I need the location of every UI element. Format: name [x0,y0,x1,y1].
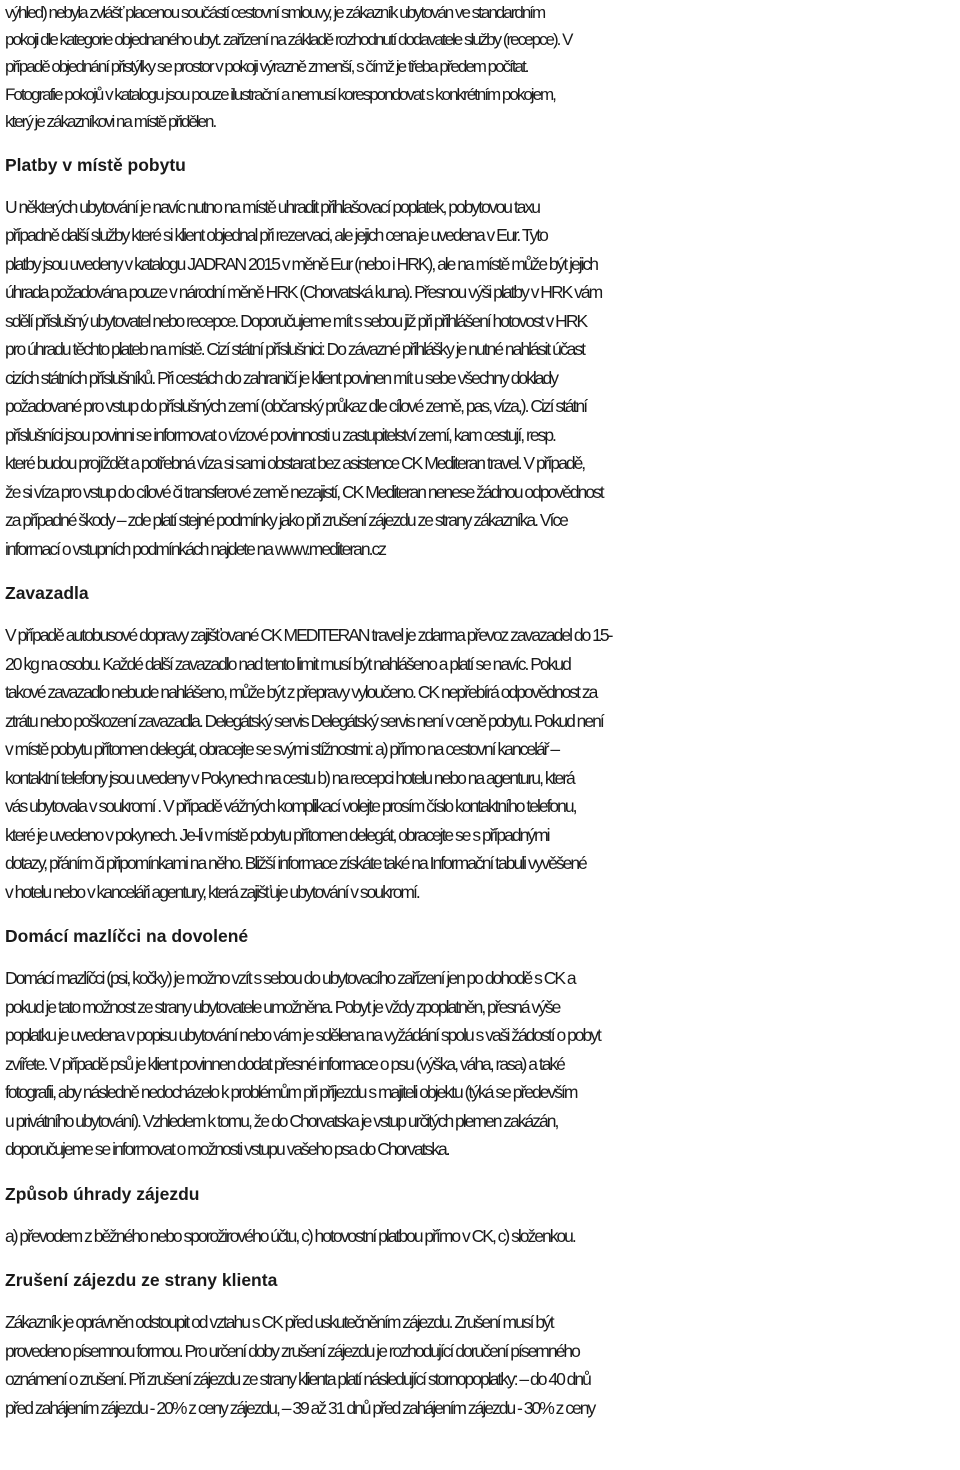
text-line: případně další služby které si klient objednal při rezervaci, ale jejich cena je uvedena v Eur. Tyto [5,225,547,246]
text-line: požadované pro vstup do příslušných zemí (občanský průkaz dle cílové země, pas, víza,). Cizí státní [5,396,587,417]
section-heading-zavazadla: Zavazadla [5,583,89,604]
text-line: které budou projíždět a potřebná víza si sami obstarat bez asistence CK Mediteran travel. V případě, [5,453,585,474]
text-line: pokoji dle kategorie objednaného ubyt. zařízení na základě rozhodnutí dodavatele služby (recepce). V [5,30,572,50]
text-line: příslušníci jsou povinni se informovat o vízové povinnosti u zastupitelství zemí, kam cestují, resp. [5,424,555,445]
text-line: pokud je tato možnost ze strany ubytovatele umožněna. Pobyt je vždy zpoplatněn, přesná výše [5,996,560,1017]
section-body-zruseni [0,1308,960,1422]
section-heading-zpusob-uhrady: Způsob úhrady zájezdu [5,1183,200,1204]
text-line: že si víza pro vstup do cílové či transferové země nezajistí, CK Mediteran nenese žádnou odpovědnost [5,481,603,502]
text-line: zvířete. V případě psů je klient povinnen dodat přesné informace o psu (výška, váha, rasa) a také [5,1053,564,1074]
text-line: informací o vstupních podmínkách najdete na www.mediteran.cz [5,538,385,559]
text-line: výhled) nebyla zvlášť placenou součástí cestovní smlouvy, je zákazník ubytován ve standardním [5,3,545,22]
text-line: v hotelu nebo v kanceláři agentury, která zajišťuje ubytování v soukromí. [5,881,419,902]
text-line: doporučujeme se informovat o možnosti vstupu vašeho psa do Chorvatska. [5,1139,449,1160]
section-heading-mazlicci: Domácí mazlíčci na dovolené [5,926,249,947]
text-line: cizích státních příslušníků. Při cestách do zahraničí je klient povinen mít u sebe všechny doklady [5,367,558,388]
text-line: u privátního ubytování). Vzhledem k tomu, že do Chorvatska je vstup určitých plemen zakázán, [5,1110,558,1131]
text-line: kontaktní telefony jsou uvedeny v Pokynech na cestu b) na recepci hotelu nebo na agenturu, která [5,767,574,788]
section-body-platby [0,193,960,564]
text-line: Zákazník je oprávněn odstoupit od vztahu s CK před uskutečněním zájezdu. Zrušení musí být [5,1312,553,1333]
section-body-zavazadla [0,621,960,906]
text-line: fotografii, aby následně nedocházelo k problémům při příjezdu s majiteli objektu (týká se především [5,1082,577,1103]
text-line: 20 kg na osobu. Každé další zavazadlo nad tento limit musí být nahlášeno a platí se navíc. Pokud [5,653,570,674]
text-line: vás ubytovala v soukromí . V případě vážných komplikací volejte prosím číslo kontaktního telefonu, [5,796,576,817]
text-line: V případě autobusové dopravy zajišťované CK MEDITERAN travel je zdarma převoz zavazadel do 15- [5,625,612,646]
text-line: úhrada požadována pouze v národní měně HRK (Chorvatská kuna). Přesnou výši platby v HRK vám [5,282,602,303]
text-line: platby jsou uvedeny v katalogu JADRAN 2015 v měně Eur (nebo i HRK), ale na místě může být jejich [5,253,597,274]
section-heading-platby: Platby v místě pobytu [5,154,186,175]
text-line: který je zákazníkovi na místě přidělen. [5,111,216,131]
text-line: které je uvedeno v pokynech. Je-li v místě pobytu přítomen delegát, obracejte se s případnými [5,824,549,845]
section-body-mazlicci [0,964,960,1164]
text-line: pro úhradu těchto plateb na místě. Cizí státní příslušnici: Do závazné přihlášky je nutné nahlásit účast [5,339,584,360]
text-line: sdělí příslušný ubytovatel nebo recepce. Doporučujeme mít s sebou již při přihlášení hotovost v HRK [5,310,587,331]
text-line: Fotografie pokojů v katalogu jsou pouze ilustrační a nemusí korespondovat s konkrétním pokojem, [5,84,555,104]
intro-paragraph [0,0,960,135]
text-line: provedeno písemnou formou. Pro určení doby zrušení zájezdu je rozhodující doručení písemného [5,1340,579,1361]
text-line: dotazy, přáním či připomínkami na něho. Bližší informace získáte také na Informační tabuli vyvěšené [5,853,586,874]
text-line: poplatku je uvedena v popisu ubytování nebo vám je sdělena na vyžádání spolu s vaši žádostí o pobyt [5,1025,600,1046]
text-line: před zahájením zájezdu - 20% z ceny zájezdu, – 39 až 31 dnů před zahájením zájezdu - 30% z ceny [5,1397,595,1418]
section-body-zpusob-uhrady [0,1222,960,1251]
text-line: a) převodem z běžného nebo sporožirového účtu, c) hotovostní platbou přímo v CK, c) složenkou. [5,1225,575,1246]
text-line: Domácí mazlíčci (psi, kočky) je možno vzít s sebou do ubytovacího zařízení jen po dohodě s CK a [5,968,575,989]
text-line: případě objednání přistýlky se prostor v pokoji výrazně zmenší, s čímž je třeba předem počítat. [5,57,528,77]
text-line: oznámení o zrušení. Při zrušení zájezdu ze strany klienta platí následující stornopoplatky: – do 40 dnů [5,1369,590,1390]
text-line: U některých ubytování je navíc nutno na místě uhradit přihlašovací poplatek, pobytovou taxu [5,196,539,217]
text-line: takové zavazadlo nebude nahlášeno, může být z přepravy vyloučeno. CK nepřebírá odpovědnost za [5,682,597,703]
text-line: v místě pobytu přítomen delegát, obracejte se svými stížnostmi: a) přímo na cestovní kancelář – [5,739,559,760]
text-line: ztrátu nebo poškození zavazadla. Delegátský servis Delegátský servis není v ceně pobytu. Pokud není [5,710,603,731]
section-heading-zruseni: Zrušení zájezdu ze strany klienta [5,1270,278,1291]
text-line: za případné škody – zde platí stejné podmínky jako při zrušení zájezdu ze strany zákazníka. Více [5,510,567,531]
